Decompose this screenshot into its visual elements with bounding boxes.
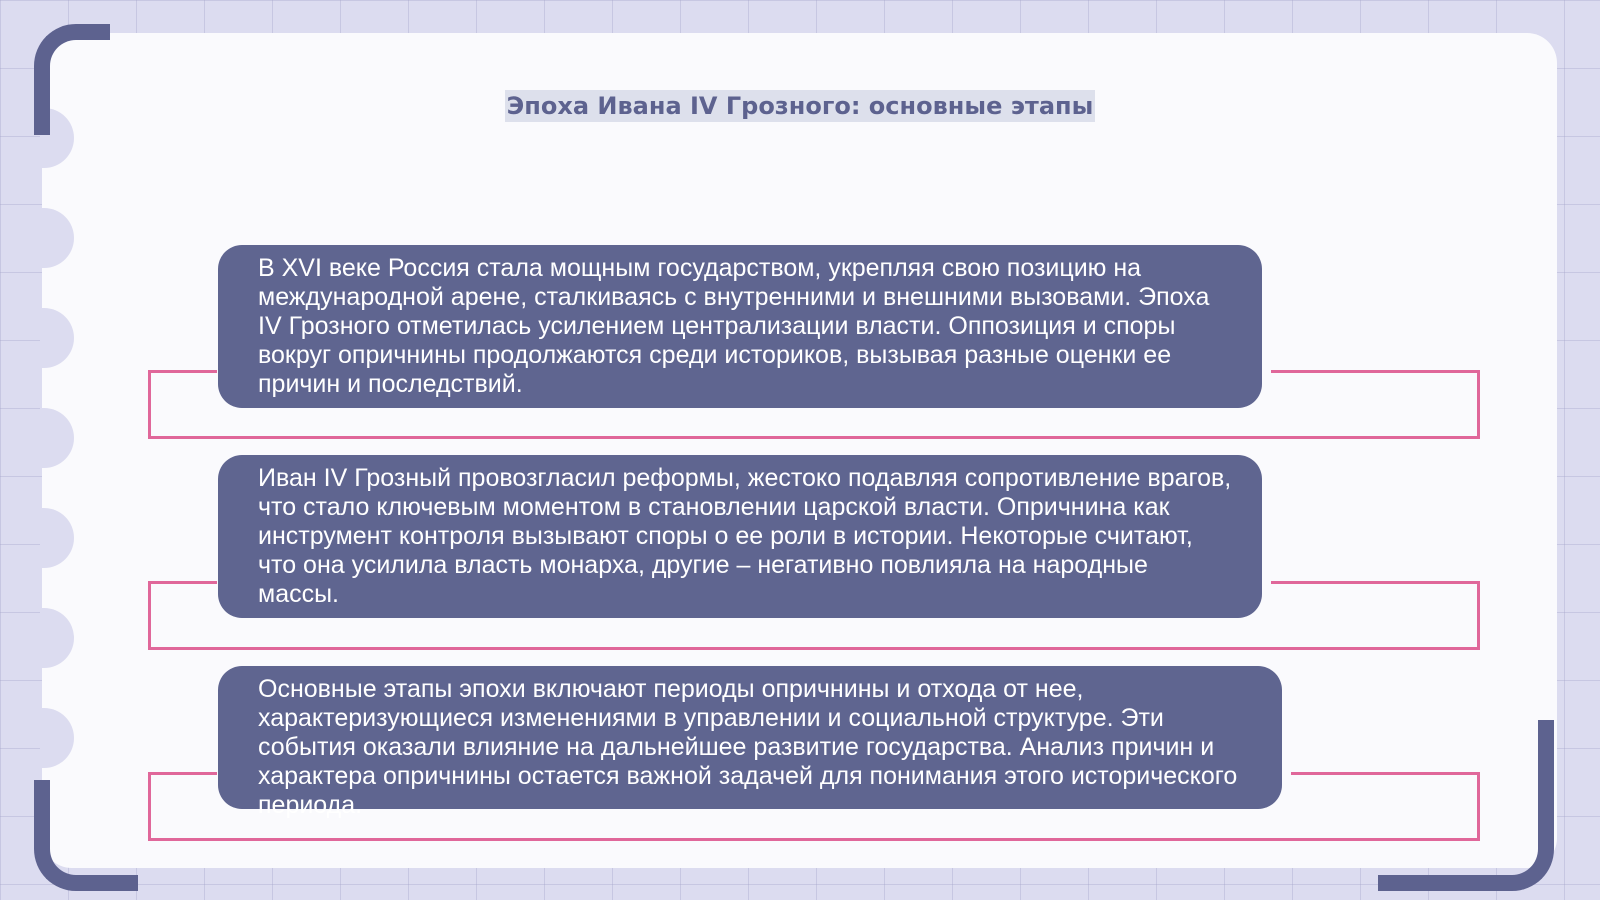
slide-title-text: Эпоха Ивана IV Грозного: основные этапы xyxy=(506,92,1094,120)
text-card-2-body: Иван IV Грозный провозгласил реформы, жестоко подавляя сопротивление врагов, что стало ключевым моментом в становлении царской власти. Опричнина как инструмент контроля вызывают споры о ее роли в истории. Некоторые считают, что она усилила власть монарха, другие – негативно повлияла на народные массы. xyxy=(258,464,1232,608)
text-card-3 xyxy=(218,666,1282,819)
text-card-3-body: Основные этапы эпохи включают периоды опричнины и отхода от нее, характеризующиеся изменениями в управлении и социальной структуре. Эти события оказали влияние на дальнейшее развитие государства. Анализ причин и характера опричнины остается важной задачей для понимания этого исторического периода. xyxy=(258,675,1238,819)
text-card-2 xyxy=(218,455,1262,618)
text-card-1-body: В XVI веке Россия стала мощным государством, укрепляя свою позицию на международной арене, сталкиваясь с внутренними и внешними вызовами. Эпоха IV Грозного отметилась усилением централизации власти. Оппозиция и споры вокруг опричнины продолжаются среди историков, вызывая разные оценки ее причин и последствий. xyxy=(258,254,1210,398)
corner-bracket-bottom-left xyxy=(34,780,138,891)
text-card-1 xyxy=(218,245,1262,408)
slide-title xyxy=(0,92,1600,120)
